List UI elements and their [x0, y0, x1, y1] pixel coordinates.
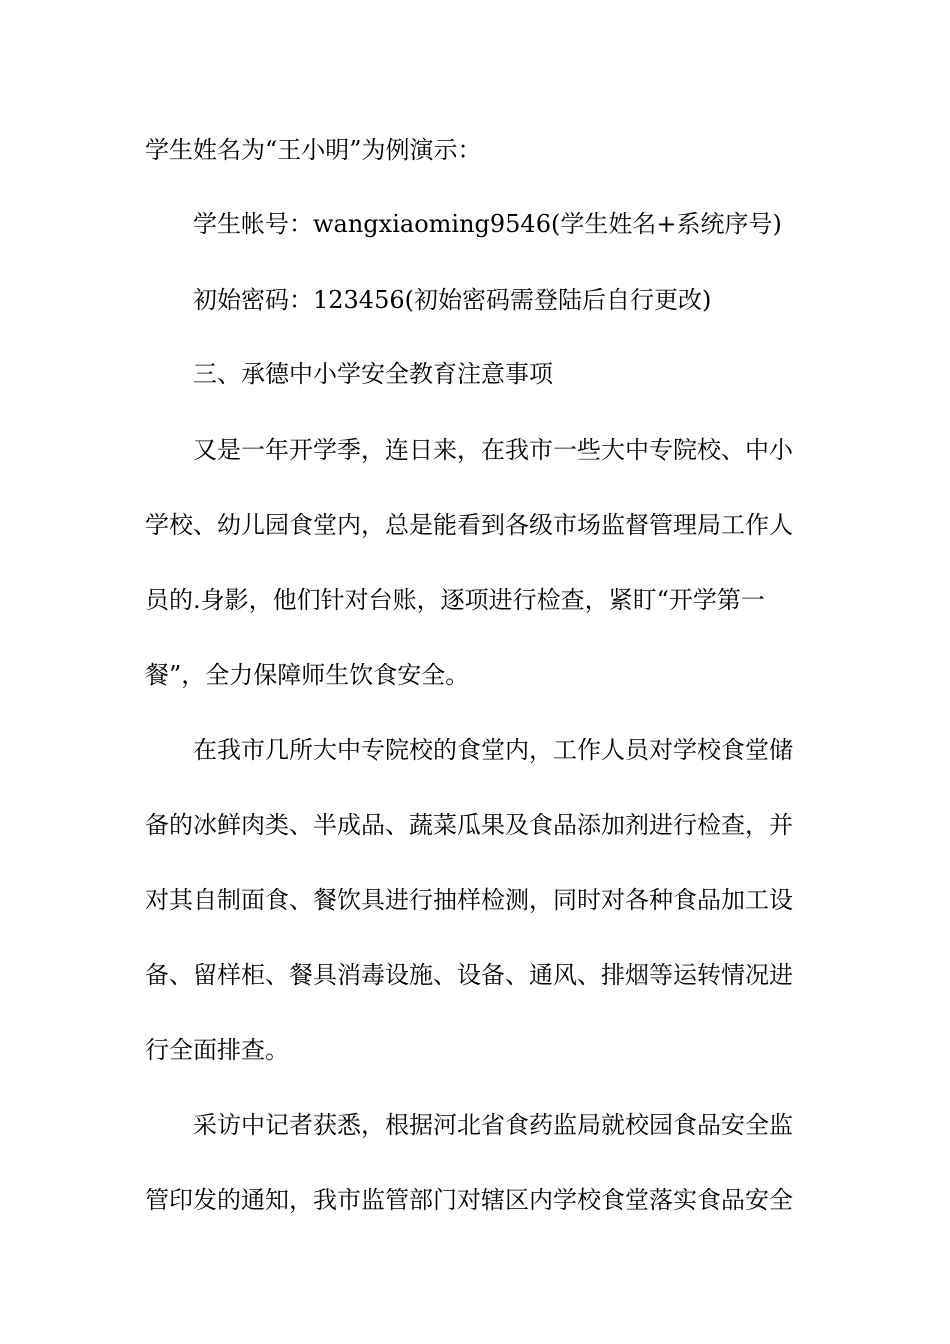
paragraph-line: 餐”，全力保障师生饮食安全。 [145, 661, 470, 689]
paragraph-line: 采访中记者获悉，根据河北省食药监局就校园食品安全监 [193, 1111, 793, 1139]
paragraph-line: 又是一年开学季，连日来，在我市一些大中专院校、中小 [193, 436, 793, 464]
section-heading: 三、承德中小学安全教育注意事项 [193, 360, 553, 388]
paragraph-line: 备的冰鲜肉类、半成品、蔬菜瓜果及食品添加剂进行检查，并 [145, 811, 793, 839]
paragraph-line: 在我市几所大中专院校的食堂内，工作人员对学校食堂储 [193, 736, 793, 764]
paragraph-line: 学生帐号：wangxiaoming9546(学生姓名+系统序号) [193, 210, 782, 238]
paragraph-line: 管印发的通知，我市监管部门对辖区内学校食堂落实食品安全 [145, 1186, 793, 1214]
paragraph-line: 学生姓名为“王小明”为例演示： [145, 136, 482, 164]
paragraph-line: 初始密码：123456(初始密码需登陆后自行更改) [193, 286, 712, 314]
paragraph-line: 行全面排查。 [145, 1036, 289, 1064]
paragraph-line: 学校、幼儿园食堂内，总是能看到各级市场监督管理局工作人 [145, 511, 793, 539]
paragraph-line: 员的.身影，他们针对台账，逐项进行检查，紧盯“开学第一 [145, 586, 765, 614]
paragraph-line: 对其自制面食、餐饮具进行抽样检测，同时对各种食品加工设 [145, 886, 793, 914]
paragraph-line: 备、留样柜、餐具消毒设施、设备、通风、排烟等运转情况进 [145, 961, 793, 989]
